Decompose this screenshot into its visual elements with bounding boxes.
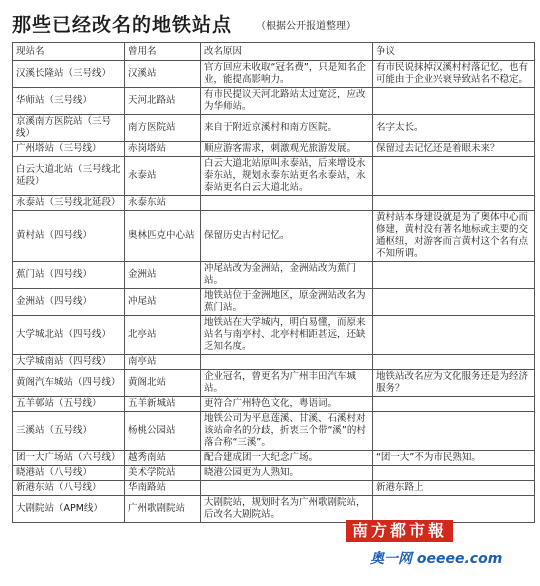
cell-former-name: 金洲站 (125, 262, 201, 289)
table-header-row (13, 43, 535, 61)
cell-reason: 冲尾站改为金洲站，金洲站改为蕉门站。 (201, 262, 373, 289)
cell-current-name: 大剧院站（APM线） (13, 496, 125, 523)
cell-former-name: 美术学院站 (125, 466, 201, 481)
cell-controversy (373, 88, 535, 115)
cell-controversy: 保留过去记忆还是着眼未来？ (373, 142, 535, 157)
table-row (13, 157, 535, 196)
column-header-former-name: 曾用名 (125, 43, 201, 61)
cell-controversy (373, 157, 535, 196)
table-row (13, 142, 535, 157)
cell-reason (201, 481, 373, 496)
table-row (13, 115, 535, 142)
cell-former-name: 永泰站 (125, 157, 201, 196)
cell-reason: 有市民提议天河北路站太过宽泛，应改为华师站。 (201, 88, 373, 115)
table-row (13, 289, 535, 316)
cell-current-name: 汉溪长隆站（三号线） (13, 61, 125, 88)
cell-reason: 配合建成团一大纪念广场。 (201, 451, 373, 466)
cell-former-name: 越秀南站 (125, 451, 201, 466)
cell-former-name: 奥林匹克中心站 (125, 211, 201, 262)
table-row (13, 466, 535, 481)
cell-current-name: 三溪站（五号线） (13, 412, 125, 451)
cell-former-name: 黄阁北站 (125, 370, 201, 397)
cell-current-name: 晓港站（八号线） (13, 466, 125, 481)
cell-current-name: 京溪南方医院站（三号线） (13, 115, 125, 142)
table-row (13, 316, 535, 355)
table-row (13, 262, 535, 289)
cell-reason: 官方回应未收取“冠名费”，只是知名企业，能提高影响力。 (201, 61, 373, 88)
cell-current-name: 大学城南站（四号线） (13, 355, 125, 370)
table-row (13, 196, 535, 211)
cell-controversy (373, 355, 535, 370)
cell-current-name: 大学城北站（四号线） (13, 316, 125, 355)
cell-reason: 顺应游客需求，刺激观光旅游发展。 (201, 142, 373, 157)
table-row (13, 211, 535, 262)
cell-reason: 地铁站位于金洲地区，原金洲站改名为蕉门站。 (201, 289, 373, 316)
cell-controversy (373, 397, 535, 412)
cell-reason: 企业冠名，曾更名为广州丰田汽车城站。 (201, 370, 373, 397)
cell-reason: 白云大道北站原叫永泰站，后来增设永泰东站，规划永泰东站更名永泰站，永泰站更名白云大道北站。 (201, 157, 373, 196)
cell-controversy (373, 196, 535, 211)
cell-controversy: 名字太长。 (373, 115, 535, 142)
cell-controversy: 地铁站改名应为文化服务还是为经济服务？ (373, 370, 535, 397)
cell-controversy (373, 496, 535, 523)
cell-current-name: 金洲站（四号线） (13, 289, 125, 316)
cell-current-name: 新港东站（八号线） (13, 481, 125, 496)
cell-reason: 晓港公园更为人熟知。 (201, 466, 373, 481)
cell-current-name: 蕉门站（四号线） (13, 262, 125, 289)
cell-reason: 保留历史古村记忆。 (201, 211, 373, 262)
station-rename-table (12, 42, 535, 523)
column-header-current-name: 现站名 (13, 43, 125, 61)
table-row (13, 355, 535, 370)
cell-former-name: 永泰东站 (125, 196, 201, 211)
cell-former-name: 南亭站 (125, 355, 201, 370)
column-header-reason: 改名原因 (201, 43, 373, 61)
cell-current-name: 团一大广场站（六号线） (13, 451, 125, 466)
cell-former-name: 五羊新城站 (125, 397, 201, 412)
cell-current-name: 白云大道北站（三号线北延段） (13, 157, 125, 196)
cell-controversy (373, 412, 535, 451)
cell-former-name: 冲尾站 (125, 289, 201, 316)
cell-reason (201, 355, 373, 370)
cell-former-name: 天河北路站 (125, 88, 201, 115)
page-title: 那些已经改名的地铁站点 (12, 14, 233, 36)
cell-former-name: 赤岗塔站 (125, 142, 201, 157)
table-row (13, 451, 535, 466)
cell-controversy: 黄村站本身建设就是为了奥体中心而修建，黄村没有著名地标或主要的交通枢纽，对游客而言黄村这个名有点不知所谓。 (373, 211, 535, 262)
table-row (13, 397, 535, 412)
cell-controversy (373, 466, 535, 481)
cell-reason: 更符合广州特色文化，粤语词。 (201, 397, 373, 412)
cell-former-name: 杨桃公园站 (125, 412, 201, 451)
newspaper-watermark (340, 520, 536, 580)
table-row (13, 412, 535, 451)
cell-controversy (373, 316, 535, 355)
cell-reason: 大剧院站，规划时名为广州歌剧院站，后改名大剧院站。 (201, 496, 373, 523)
table-row (13, 496, 535, 523)
cell-former-name: 北亭站 (125, 316, 201, 355)
table-row (13, 88, 535, 115)
cell-current-name: 黄阁汽车城站（四号线） (13, 370, 125, 397)
cell-reason: 地铁站在大学城内，明白易懂，而原来站名与南亭村、北亭村相距甚远，还缺乏知名度。 (201, 316, 373, 355)
cell-reason (201, 196, 373, 211)
cell-reason: 地铁公司为平息莲溪、甘溪、石溪村对该站命名的分歧，折衷三个带“溪”的村落合称“三溪”。 (201, 412, 373, 451)
cell-current-name: 广州塔站（三号线） (13, 142, 125, 157)
cell-current-name: 永泰站（三号线北延段） (13, 196, 125, 211)
column-header-controversy: 争议 (373, 43, 535, 61)
page-header (0, 0, 540, 42)
cell-current-name: 黄村站（四号线） (13, 211, 125, 262)
table-body (13, 61, 535, 523)
cell-former-name: 汉溪站 (125, 61, 201, 88)
page-subtitle: （根据公开报道整理） (256, 21, 356, 32)
cell-controversy (373, 289, 535, 316)
cell-controversy: “团一大”不为市民熟知。 (373, 451, 535, 466)
cell-current-name: 五羊邨站（五号线） (13, 397, 125, 412)
cell-former-name: 南方医院站 (125, 115, 201, 142)
cell-reason: 来自于附近京溪村和南方医院。 (201, 115, 373, 142)
newspaper-logo: 南方都市報 (346, 520, 453, 542)
cell-former-name: 华南路站 (125, 481, 201, 496)
website-logo: 奥一网 oeeee.com (370, 551, 503, 567)
table-row (13, 61, 535, 88)
cell-current-name: 华师站（三号线） (13, 88, 125, 115)
cell-former-name: 广州歌剧院站 (125, 496, 201, 523)
table-row (13, 370, 535, 397)
table-row (13, 481, 535, 496)
cell-controversy: 有市民说抹掉汉溪村村落记忆，也有可能由于企业兴衰导致站名不稳定。 (373, 61, 535, 88)
cell-controversy: 新港东路上 (373, 481, 535, 496)
cell-controversy (373, 262, 535, 289)
